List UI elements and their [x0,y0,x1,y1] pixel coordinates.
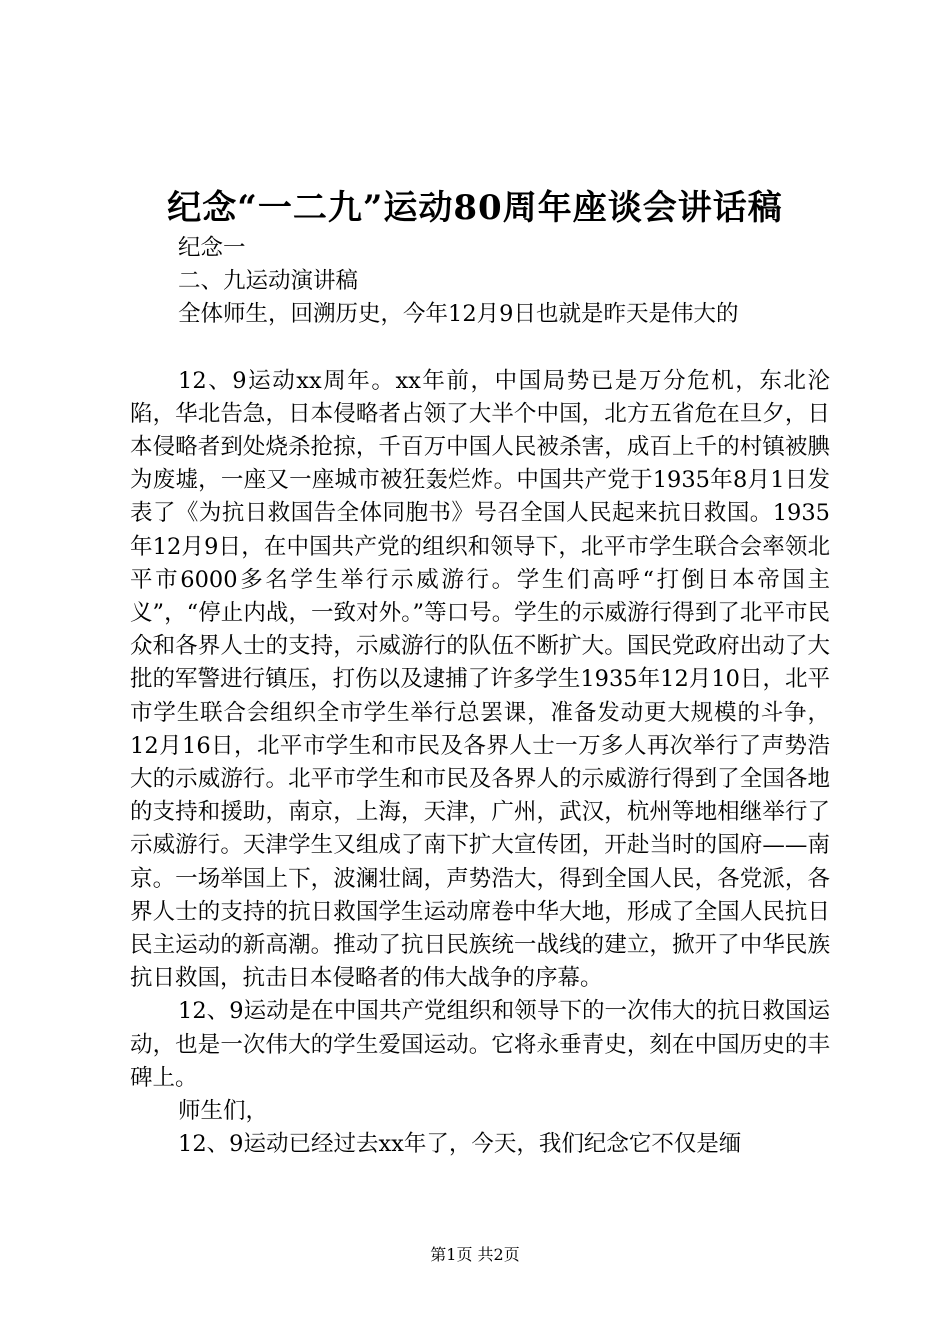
paragraph-gap [130,332,830,365]
paragraph-history: 12、9运动xx周年。xx年前，中国局势已是万分危机，东北沦陷，华北告急，日本侵略者占领了大半个中国，北方五省危在旦夕，日本侵略者到处烧杀抢掠，千百万中国人民被杀害，成百上千的村镇被腆为废墟，一座又一座城市被狂轰烂炸。中国共产党于1935年8月1日发表了《为抗日救国告全体同胞书》号召全国人民起来抗日救国。1935年12月9日，在中国共产党的组织和领导下，北平市学生联合会率领北平市6000多名学生举行示威游行。学生们高呼“打倒日本帝国主义”，“停止内战，一致对外。”等口号。学生的示威游行得到了北平市民众和各界人士的支持，示威游行的队伍不断扩大。国民党政府出动了大批的军警进行镇压，打伤以及逮捕了许多学生1935年12月10日，北平市学生联合会组织全市学生举行总罢课，准备发动更大规模的斗争，12月16日，北平市学生和市民及各界人士一万多人再次举行了声势浩大的示威游行。北平市学生和市民及各界人的示威游行得到了全国各地的支持和援助，南京，上海，天津，广州，武汉，杭州等地相继举行了示威游行。天津学生又组成了南下扩大宣传团，开赴当时的国府——南京。一场举国上下，波澜壮阔，声势浩大，得到全国人民，各党派，各界人士的支持的抗日救国学生运动席卷中华大地，形成了全国人民抗日民主运动的新高潮。推动了抗日民族统一战线的建立，掀开了中华民族抗日救国，抗击日本侵略者的伟大战争的序幕。 [130,367,830,992]
paragraph-significance: 12、9运动是在中国共产党组织和领导下的一次伟大的抗日救国运动，也是一次伟大的学生爱国运动。它将永垂青史，刻在中国历史的丰碑上。 [130,998,830,1091]
document-title: 纪念“一二九”运动80周年座谈会讲话稿 [167,188,783,228]
intro-line: 全体师生，回溯历史，今年12月9日也就是昨天是伟大的 [178,301,739,328]
heading-line-1: 纪念一 [178,235,246,261]
document-body [130,232,830,1161]
paragraph-continuation: 12、9运动已经过去xx年了，今天，我们纪念它不仅是缅 [178,1131,742,1158]
paragraph-address: 师生们， [178,1098,269,1125]
heading-line-2: 二、九运动演讲稿 [178,268,359,295]
page-footer: 第1页 共2页 [430,1245,520,1264]
